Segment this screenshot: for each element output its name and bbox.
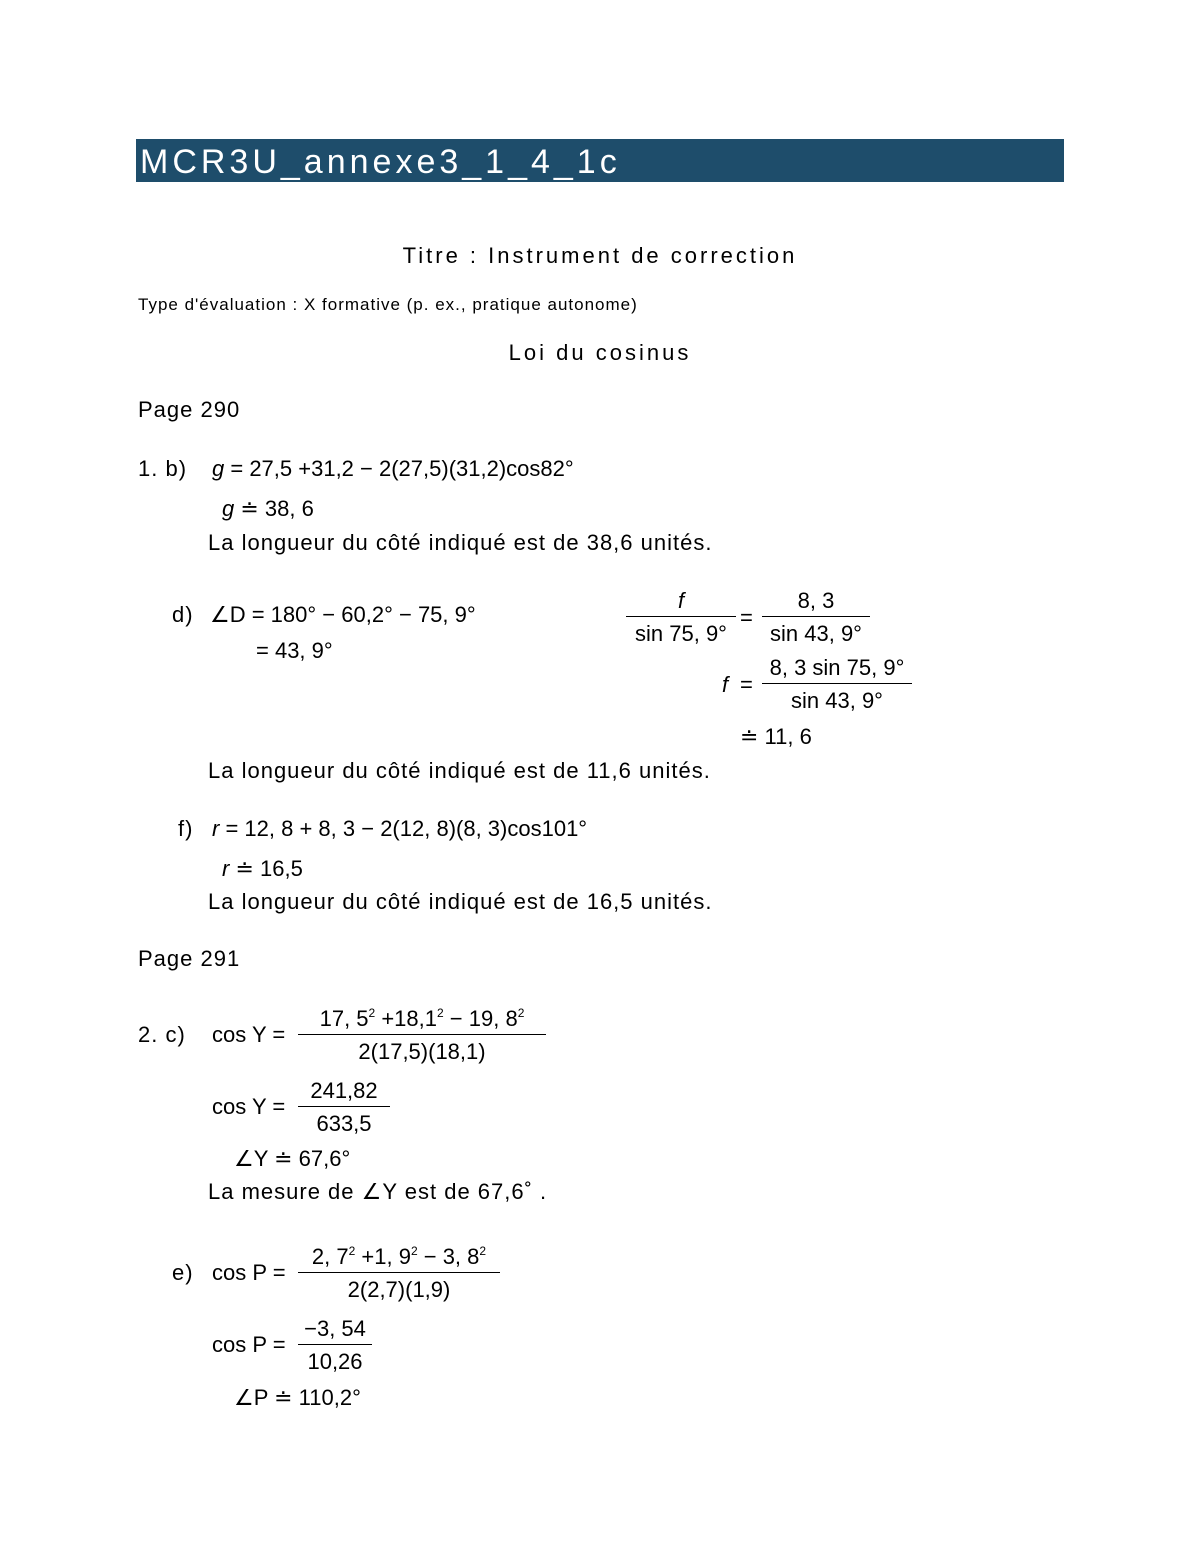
q2c-fraction-2: 241,82 633,5 bbox=[298, 1080, 390, 1135]
q2e-angle: ∠P ≐ 110,2° bbox=[234, 1385, 361, 1410]
section-subtitle: Loi du cosinus bbox=[508, 340, 692, 365]
q2c-lhs: cos Y = bbox=[212, 1022, 286, 1047]
q1d-conclusion: La longueur du côté indiqué est de 11,6 unités. bbox=[208, 758, 711, 783]
q1f-label: f) bbox=[178, 816, 194, 841]
q1b-equation: g = 27,5 +31,2 − 2(27,5)(31,2)cos82° bbox=[212, 456, 574, 481]
q1f-result: r ≐ 16,5 bbox=[222, 856, 303, 881]
q1d-label: d) bbox=[172, 602, 194, 627]
q1f-conclusion: La longueur du côté indiqué est de 16,5 unités. bbox=[208, 889, 713, 914]
q1d-f-equals: = bbox=[740, 672, 753, 697]
q2e-fraction-2: −3, 54 10,26 bbox=[298, 1318, 372, 1373]
q1d-f-var: f bbox=[722, 672, 729, 697]
evaluation-type: Type d'évaluation : X formative (p. ex., pratique autonome) bbox=[138, 295, 638, 314]
q1f-equation: r = 12, 8 + 8, 3 − 2(12, 8)(8, 3)cos101° bbox=[212, 816, 588, 841]
q1b-label: 1. b) bbox=[138, 456, 188, 481]
q1b-conclusion: La longueur du côté indiqué est de 38,6 unités. bbox=[208, 530, 713, 555]
page-title: Titre : Instrument de correction bbox=[402, 243, 798, 268]
q2c-label: 2. c) bbox=[138, 1022, 186, 1047]
page-291-heading: Page 291 bbox=[138, 946, 241, 971]
q1d-equals: = bbox=[740, 605, 753, 630]
q2e-lhs-2: cos P = bbox=[212, 1332, 286, 1357]
q1d-angle-line1: ∠D = 180° − 60,2° − 75, 9° bbox=[210, 602, 476, 627]
q2c-conclusion: La mesure de ∠Y est de 67,6˚ . bbox=[208, 1179, 548, 1204]
q1b-result: g ≐ 38, 6 bbox=[222, 496, 314, 521]
q2e-label: e) bbox=[172, 1260, 194, 1285]
q2c-lhs-2: cos Y = bbox=[212, 1094, 286, 1119]
q1d-approx: ≐ 11, 6 bbox=[740, 724, 812, 749]
q1d-angle-line2: = 43, 9° bbox=[256, 638, 333, 663]
q2e-fraction: 2, $7^2 +1$, $9^2 - 3$, $8^2$ 2(2,7)(1,9) bbox=[298, 1246, 500, 1301]
page-290-heading: Page 290 bbox=[138, 397, 241, 422]
q2e-lhs: cos P = bbox=[212, 1260, 286, 1285]
q2c-angle: ∠Y ≐ 67,6° bbox=[234, 1146, 351, 1171]
q1d-fraction-83: 8, 3 sin 43, 9° bbox=[762, 590, 870, 645]
q1d-fraction-sin: 8, 3 sin 75, 9° sin 43, 9° bbox=[762, 657, 912, 712]
q1d-fraction-f: f sin 75, 9° bbox=[626, 590, 736, 645]
document-banner: MCR3U_annexe3_1_4_1c bbox=[136, 139, 1064, 182]
q2c-fraction: 17, $5^2 +18,1^2 - 19$, $8^2$ 2(17,5)(18,1) bbox=[298, 1008, 546, 1063]
